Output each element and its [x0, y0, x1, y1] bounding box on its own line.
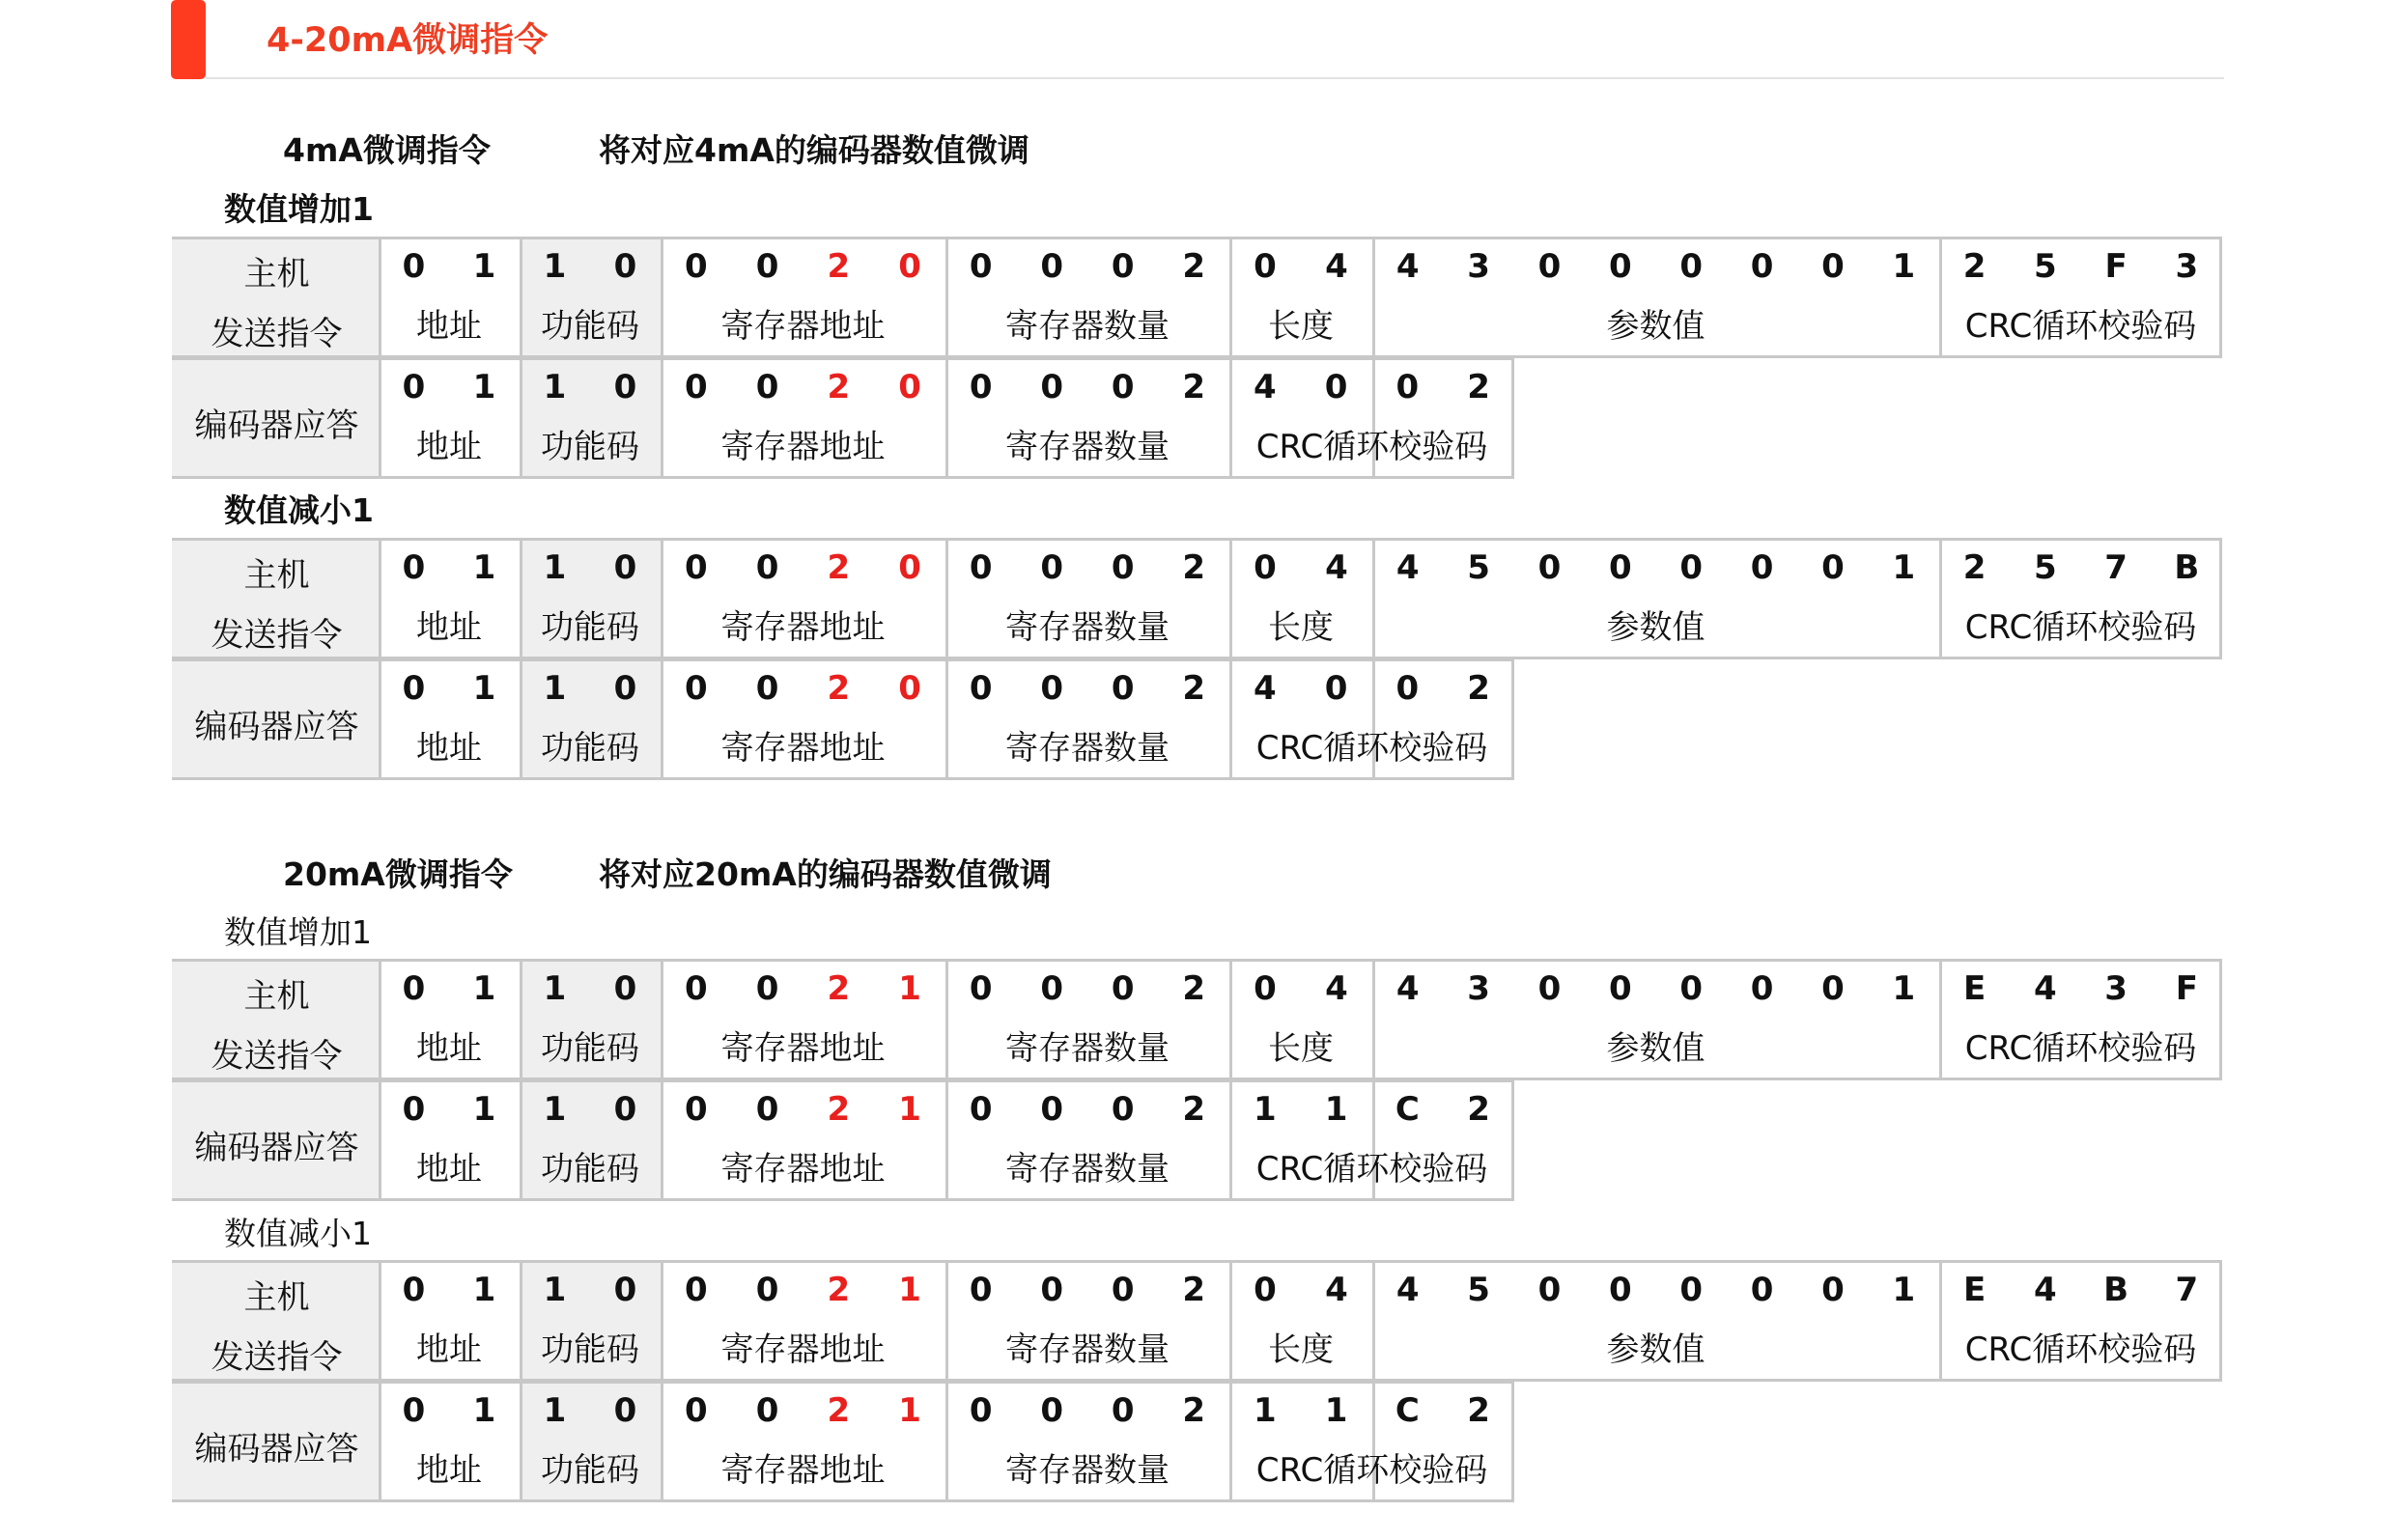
hex-digit: 1 — [472, 548, 496, 587]
master-label: 主机 — [243, 977, 310, 1016]
field-label: 长度 — [1268, 608, 1334, 647]
field-label: 寄存器数量 — [1005, 608, 1170, 647]
field-label: 寄存器地址 — [720, 428, 886, 466]
hex-digit: 4 — [1395, 969, 1420, 1008]
hex-digit: 0 — [1111, 1391, 1135, 1430]
hex-digit: 0 — [1395, 368, 1420, 406]
hex-digit: 0 — [1254, 548, 1277, 587]
hex-digit: 0 — [1679, 1271, 1704, 1309]
hex-digit: 2 — [1467, 1391, 1490, 1430]
hex-digit: 0 — [755, 368, 779, 406]
hex-digit: 0 — [1111, 247, 1135, 286]
hex-digit: 1 — [543, 1391, 567, 1430]
field-label: 参数值 — [1606, 1330, 1705, 1369]
field-label: 地址 — [416, 307, 482, 346]
hex-digit: 3 — [1467, 969, 1490, 1008]
hex-digit: 2 — [827, 969, 851, 1008]
hex-digit: 1 — [543, 969, 567, 1008]
field-label: 地址 — [416, 1330, 482, 1369]
field-label: CRC循环校验码 — [1255, 1150, 1488, 1189]
hex-digit: 0 — [755, 969, 779, 1008]
hex-digit: 5 — [1467, 1271, 1490, 1309]
hex-digit: 1 — [543, 548, 567, 587]
hex-digit: 2 — [1182, 969, 1206, 1008]
field-label: 功能码 — [541, 729, 639, 768]
hex-digit: 2 — [827, 1090, 851, 1129]
hex-digit: C — [1395, 1090, 1420, 1129]
field-label: 寄存器数量 — [1005, 307, 1170, 346]
hex-digit: 0 — [1040, 247, 1064, 286]
hex-digit: 1 — [472, 1090, 496, 1129]
hex-digit: 0 — [1750, 969, 1774, 1008]
section-title: 4-20mA微调指令 — [267, 21, 549, 60]
hex-digit: 2 — [1962, 247, 1987, 286]
hex-digit: 0 — [1111, 368, 1135, 406]
hex-digit: 3 — [1467, 247, 1490, 286]
hex-digit: 0 — [969, 669, 993, 708]
hex-digit: 2 — [1182, 1391, 1206, 1430]
hex-digit: 0 — [1537, 247, 1562, 286]
hex-digit: 0 — [1111, 1090, 1135, 1129]
hex-digit: E — [1963, 969, 1987, 1008]
encoder-reply-table — [172, 658, 1514, 780]
hex-digit: 1 — [1324, 1391, 1348, 1430]
hex-digit: 1 — [472, 368, 496, 406]
hex-digit: 5 — [2034, 247, 2057, 286]
hex-digit: 1 — [472, 969, 496, 1008]
hex-digit: 4 — [1254, 368, 1277, 406]
hex-digit: 2 — [827, 548, 851, 587]
hex-digit: 0 — [969, 969, 993, 1008]
hex-digit: 0 — [402, 247, 426, 286]
field-label: 功能码 — [541, 1029, 639, 1068]
hex-digit: 0 — [1040, 1391, 1064, 1430]
hex-digit: 0 — [1679, 969, 1704, 1008]
hex-digit: 4 — [1395, 1271, 1420, 1309]
hex-digit: 7 — [2104, 548, 2128, 587]
hex-digit: 2 — [1467, 1090, 1490, 1129]
hex-digit: 0 — [1608, 548, 1632, 587]
field-label: 寄存器地址 — [720, 1150, 886, 1189]
field-label: CRC循环校验码 — [1255, 729, 1488, 768]
hex-digit: 5 — [1467, 548, 1490, 587]
master-label: 主机 — [243, 556, 310, 595]
hex-digit: 2 — [1182, 669, 1206, 708]
send-command-label: 发送指令 — [211, 1338, 343, 1377]
hex-digit: 1 — [543, 368, 567, 406]
hex-digit: 1 — [898, 969, 921, 1008]
hex-digit: 4 — [1254, 669, 1277, 708]
section-divider — [206, 77, 2224, 79]
field-label: 功能码 — [541, 1451, 639, 1490]
hex-digit: 0 — [685, 1271, 708, 1309]
hex-digit: 4 — [1325, 969, 1348, 1008]
master-label: 主机 — [243, 255, 310, 294]
hex-digit: 0 — [1040, 548, 1064, 587]
sub-label: 数值减小1 — [224, 491, 374, 529]
sub-label: 数值增加1 — [224, 913, 372, 951]
hex-digit: 0 — [755, 247, 779, 286]
encoder-reply-table — [172, 1381, 1514, 1502]
hex-digit: 0 — [1821, 548, 1845, 587]
hex-digit: 0 — [1040, 368, 1064, 406]
send-command-label: 发送指令 — [211, 315, 343, 353]
hex-digit: 0 — [898, 669, 921, 708]
hex-digit: 0 — [402, 969, 426, 1008]
hex-digit: 1 — [1892, 1271, 1916, 1309]
hex-digit: 4 — [1395, 247, 1420, 286]
field-label: 寄存器数量 — [1005, 1150, 1170, 1189]
hex-digit: 2 — [1182, 1090, 1206, 1129]
hex-digit: 3 — [2175, 247, 2199, 286]
hex-digit: 1 — [472, 1271, 496, 1309]
hex-digit: 0 — [1537, 548, 1562, 587]
hex-digit: 1 — [1254, 1391, 1277, 1430]
field-label: 寄存器数量 — [1005, 1029, 1170, 1068]
hex-digit: 0 — [969, 247, 993, 286]
field-label: 寄存器地址 — [720, 1029, 886, 1068]
hex-digit: 2 — [827, 247, 851, 286]
field-label: 参数值 — [1606, 307, 1705, 346]
send-command-label: 发送指令 — [211, 616, 343, 655]
hex-digit: 0 — [969, 1090, 993, 1129]
section-accent-bar — [171, 0, 206, 79]
hex-digit: 0 — [685, 368, 708, 406]
hex-digit: 2 — [827, 368, 851, 406]
hex-digit: 2 — [1182, 368, 1206, 406]
hex-digit: 1 — [472, 1391, 496, 1430]
field-label: 地址 — [416, 428, 482, 466]
hex-digit: 0 — [755, 1271, 779, 1309]
send-command-label: 发送指令 — [211, 1037, 343, 1076]
hex-digit: 0 — [685, 548, 708, 587]
hex-digit: 0 — [613, 969, 637, 1008]
hex-digit: 0 — [1040, 969, 1064, 1008]
master-command-table — [172, 959, 2222, 1080]
hex-digit: 0 — [402, 548, 426, 587]
field-label: 参数值 — [1606, 608, 1705, 647]
field-label: 地址 — [416, 729, 482, 768]
hex-digit: 0 — [755, 1391, 779, 1430]
hex-digit: 0 — [1821, 969, 1845, 1008]
hex-digit: 2 — [827, 669, 851, 708]
encoder-reply-label: 编码器应答 — [194, 708, 359, 746]
field-label: 功能码 — [541, 608, 639, 647]
hex-digit: 0 — [755, 669, 779, 708]
hex-digit: 0 — [1254, 969, 1277, 1008]
hex-digit: 0 — [969, 1391, 993, 1430]
hex-digit: 1 — [898, 1391, 921, 1430]
field-label: 地址 — [416, 1451, 482, 1490]
field-label: CRC循环校验码 — [1255, 428, 1488, 466]
hex-digit: 1 — [1324, 1090, 1348, 1129]
encoder-reply-table — [172, 1079, 1514, 1201]
field-label: 寄存器地址 — [720, 307, 886, 346]
field-label: 功能码 — [541, 307, 639, 346]
hex-digit: B — [2103, 1271, 2129, 1309]
hex-digit: 0 — [402, 1090, 426, 1129]
hex-digit: 2 — [1182, 548, 1206, 587]
hex-digit: 4 — [2034, 969, 2057, 1008]
hex-digit: 0 — [1608, 247, 1632, 286]
hex-digit: 4 — [1395, 548, 1420, 587]
hex-digit: 0 — [1111, 548, 1135, 587]
hex-digit: 0 — [1254, 247, 1277, 286]
field-label: CRC循环校验码 — [1964, 1029, 2197, 1068]
hex-digit: 0 — [402, 669, 426, 708]
group-description: 将对应4mA的编码器数值微调 — [599, 131, 1029, 169]
field-label: 长度 — [1268, 307, 1334, 346]
field-label: CRC循环校验码 — [1255, 1451, 1488, 1490]
encoder-reply-label: 编码器应答 — [194, 1129, 359, 1167]
hex-digit: 4 — [1325, 548, 1348, 587]
group-title: 4mA微调指令 — [283, 131, 491, 169]
hex-digit: 1 — [898, 1271, 921, 1309]
hex-digit: 0 — [685, 669, 708, 708]
field-label: 寄存器地址 — [720, 608, 886, 647]
hex-digit: 0 — [613, 247, 637, 286]
hex-digit: 2 — [1467, 368, 1490, 406]
hex-digit: 0 — [402, 1391, 426, 1430]
field-label: 功能码 — [541, 428, 639, 466]
hex-digit: 0 — [1111, 969, 1135, 1008]
hex-digit: F — [2104, 247, 2128, 286]
hex-digit: 0 — [898, 247, 921, 286]
field-label: 功能码 — [541, 1330, 639, 1369]
hex-digit: 0 — [402, 1271, 426, 1309]
hex-digit: 0 — [1395, 669, 1420, 708]
hex-digit: 0 — [898, 548, 921, 587]
hex-digit: 0 — [1111, 669, 1135, 708]
field-label: 寄存器地址 — [720, 1330, 886, 1369]
hex-digit: 1 — [898, 1090, 921, 1129]
hex-digit: 0 — [969, 368, 993, 406]
master-command-table — [172, 237, 2222, 358]
sub-label: 数值减小1 — [224, 1215, 372, 1252]
field-label: 功能码 — [541, 1150, 639, 1189]
hex-digit: E — [1963, 1271, 1987, 1309]
hex-digit: 0 — [685, 247, 708, 286]
field-label: 地址 — [416, 608, 482, 647]
hex-digit: 1 — [472, 247, 496, 286]
group-description: 将对应20mA的编码器数值微调 — [599, 855, 1052, 893]
hex-digit: 7 — [2175, 1271, 2199, 1309]
hex-digit: 0 — [1679, 247, 1704, 286]
hex-digit: 0 — [613, 669, 637, 708]
hex-digit: 2 — [1467, 669, 1490, 708]
field-label: 寄存器地址 — [720, 729, 886, 768]
field-label: 寄存器数量 — [1005, 1451, 1170, 1490]
hex-digit: 3 — [2104, 969, 2128, 1008]
hex-digit: 0 — [1324, 368, 1348, 406]
master-command-table — [172, 1260, 2222, 1382]
field-label: 长度 — [1268, 1029, 1334, 1068]
hex-digit: 2 — [1182, 1271, 1206, 1309]
hex-digit: 2 — [1962, 548, 1987, 587]
sub-label: 数值增加1 — [224, 190, 374, 228]
field-label: 寄存器数量 — [1005, 729, 1170, 768]
field-label: 寄存器地址 — [720, 1451, 886, 1490]
hex-digit: F — [2175, 969, 2198, 1008]
hex-digit: 1 — [1254, 1090, 1277, 1129]
group-title: 20mA微调指令 — [283, 855, 513, 893]
hex-digit: 0 — [1324, 669, 1348, 708]
hex-digit: 0 — [613, 548, 637, 587]
hex-digit: 0 — [755, 548, 779, 587]
hex-digit: 0 — [1254, 1271, 1277, 1309]
hex-digit: 0 — [685, 969, 708, 1008]
hex-digit: 1 — [543, 669, 567, 708]
hex-digit: 4 — [1325, 247, 1348, 286]
hex-digit: 1 — [1892, 548, 1916, 587]
hex-digit: 0 — [402, 368, 426, 406]
hex-digit: 1 — [1892, 969, 1916, 1008]
hex-digit: 0 — [1608, 969, 1632, 1008]
encoder-reply-label: 编码器应答 — [194, 406, 359, 445]
hex-digit: 0 — [1537, 1271, 1562, 1309]
field-label: CRC循环校验码 — [1964, 307, 2197, 346]
field-label: CRC循环校验码 — [1964, 608, 2197, 647]
hex-digit: 0 — [1821, 1271, 1845, 1309]
field-label: 地址 — [416, 1029, 482, 1068]
field-label: 地址 — [416, 1150, 482, 1189]
hex-digit: 0 — [969, 548, 993, 587]
hex-digit: 0 — [685, 1391, 708, 1430]
hex-digit: 0 — [1821, 247, 1845, 286]
hex-digit: 0 — [1608, 1271, 1632, 1309]
hex-digit: 0 — [969, 1271, 993, 1309]
encoder-reply-table — [172, 357, 1514, 479]
field-label: CRC循环校验码 — [1964, 1330, 2197, 1369]
hex-digit: 2 — [1182, 247, 1206, 286]
hex-digit: 0 — [1750, 548, 1774, 587]
hex-digit: 1 — [472, 669, 496, 708]
hex-digit: 0 — [1040, 1090, 1064, 1129]
hex-digit: 0 — [613, 368, 637, 406]
hex-digit: C — [1395, 1391, 1420, 1430]
hex-digit: 0 — [1537, 969, 1562, 1008]
hex-digit: 0 — [613, 1090, 637, 1129]
hex-digit: 0 — [613, 1271, 637, 1309]
hex-digit: 4 — [1325, 1271, 1348, 1309]
hex-digit: 5 — [2034, 548, 2057, 587]
hex-digit: 0 — [685, 1090, 708, 1129]
hex-digit: 0 — [1750, 247, 1774, 286]
encoder-reply-label: 编码器应答 — [194, 1430, 359, 1469]
hex-digit: 0 — [1679, 548, 1704, 587]
hex-digit: 2 — [827, 1271, 851, 1309]
master-command-table — [172, 538, 2222, 659]
hex-digit: 0 — [755, 1090, 779, 1129]
hex-digit: 0 — [1750, 1271, 1774, 1309]
hex-digit: 1 — [1892, 247, 1916, 286]
hex-digit: 0 — [1111, 1271, 1135, 1309]
hex-digit: 0 — [613, 1391, 637, 1430]
hex-digit: 0 — [1040, 669, 1064, 708]
master-label: 主机 — [243, 1278, 310, 1317]
field-label: 寄存器数量 — [1005, 428, 1170, 466]
hex-digit: 1 — [543, 247, 567, 286]
hex-digit: B — [2174, 548, 2200, 587]
hex-digit: 4 — [2034, 1271, 2057, 1309]
field-label: 长度 — [1268, 1330, 1334, 1369]
field-label: 参数值 — [1606, 1029, 1705, 1068]
field-label: 寄存器数量 — [1005, 1330, 1170, 1369]
hex-digit: 1 — [543, 1090, 567, 1129]
hex-digit: 2 — [827, 1391, 851, 1430]
hex-digit: 0 — [898, 368, 921, 406]
hex-digit: 1 — [543, 1271, 567, 1309]
hex-digit: 0 — [1040, 1271, 1064, 1309]
